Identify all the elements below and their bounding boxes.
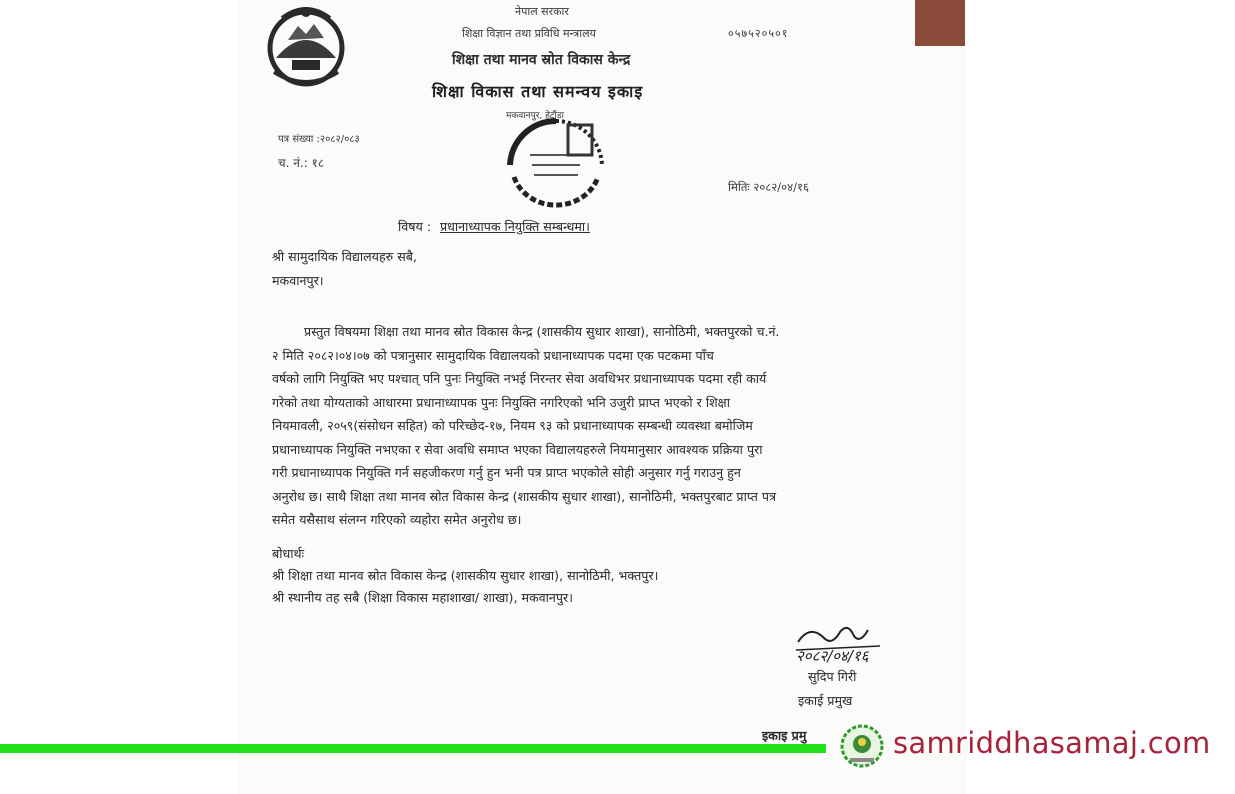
letter-date: मितिः २०८२/०४/१६ xyxy=(728,180,809,194)
body-line: नियमावली, २०५९(संसोधन सहित) को परिच्छेद-१७, नियम ९३ को प्रधानाध्यापक सम्बन्धी व्यवस्था बमोजिम xyxy=(272,418,753,433)
cc-line-2: श्री स्थानीय तह सबै (शिक्षा विकास महाशाखा/ शाखा), मकवानपुर। xyxy=(272,590,573,605)
body-line: प्रस्तुत विषयमा शिक्षा तथा मानव स्रोत विकास केन्द्र (शासकीय सुधार शाखा), सानोठिमी, भक्तपुरको च.नं. xyxy=(272,324,780,339)
header-gov: नेपाल सरकार xyxy=(515,5,569,18)
header-unit: शिक्षा विकास तथा समन्वय इकाइ xyxy=(432,82,644,101)
nepal-emblem-icon xyxy=(262,2,350,88)
subject-label: विषय : xyxy=(398,219,432,234)
background-photo-edge xyxy=(915,0,965,46)
body-line: प्रधानाध्यापक नियुक्ति नभएका र सेवा अवधि समाप्त भएका विद्यालयहरुले नियमानुसार आवश्यक प्रक्रिया पुरा xyxy=(272,441,763,457)
letter-body xyxy=(272,320,862,532)
body-line: गरी प्रधानाध्यापक नियुक्ति गर्न सहजीकरण गर्नु हुन भनी पत्र प्राप्त भएकोले सोही अनुसार गर्नु गराउनु हुन xyxy=(272,465,741,480)
recipient: श्री सामुदायिक विद्यालयहरु सबै, xyxy=(272,249,417,264)
signer-title: इकाई प्रमुख xyxy=(798,693,853,708)
ref-number: पत्र संख्या :२०८२/०८३ xyxy=(278,134,360,145)
signature-date: २०८२/०४/१६ xyxy=(796,647,869,665)
samriddha-samaj-logo-icon xyxy=(838,722,886,770)
footer-title-fragment: इकाइ प्रमु xyxy=(762,728,807,743)
green-footer-bar xyxy=(0,744,826,753)
body-line: २ मिति २०८२।०४।०७ को पत्रानुसार सामुदायिक विद्यालयको प्रधानाध्यापक पदमा एक पटकमा पाँच xyxy=(272,347,714,363)
cc-label: बोधार्थः xyxy=(272,546,305,561)
body-line: समेत यसैसाथ संलग्न गरिएको व्यहोरा समेत अनुरोध छ। xyxy=(272,512,522,527)
body-line: गरेको तथा योग्यताको आधारमा प्रधानाध्यापक पुनः नियुक्ति नगरिएको भनि उजुरी प्राप्त भएको र शिक्षा xyxy=(272,394,730,410)
header-center: शिक्षा तथा मानव स्रोत विकास केन्द्र xyxy=(452,52,631,68)
header-ministry: शिक्षा विज्ञान तथा प्रविधि मन्त्रालय xyxy=(462,27,596,40)
recipient-place: मकवानपुर। xyxy=(272,273,324,288)
signer-name: सुदिप गिरी xyxy=(808,669,857,684)
cc-line-1: श्री शिक्षा तथा मानव स्रोत विकास केन्द्र (शासकीय सुधार शाखा), सानोठिमी, भक्तपुर। xyxy=(272,568,659,583)
header-address: मकवानपुर, हेटौंडा xyxy=(506,111,564,121)
subject-text: प्रधानाध्यापक नियुक्ति सम्बन्धमा। xyxy=(440,219,590,234)
body-line: अनुरोध छ। साथै शिक्षा तथा मानव स्रोत विकास केन्द्र (शासकीय सुधार शाखा), सानोठिमी, भक्तपुरबाट प्राप्त पत्र xyxy=(272,488,777,504)
body-line: वर्षको लागि नियुक्ति भए पश्चात् पनि पुनः नियुक्ति नभई निरन्तर सेवा अवधिभर प्रधानाध्यापक पदमा रही कार्य xyxy=(272,371,767,386)
dispatch-number: च. नं.: १८ xyxy=(278,156,325,170)
office-stamp-icon xyxy=(500,115,612,215)
brand-website[interactable]: samriddhasamaj.com xyxy=(893,726,1211,760)
header-phone: ०५७५२०५०१ xyxy=(728,27,789,40)
